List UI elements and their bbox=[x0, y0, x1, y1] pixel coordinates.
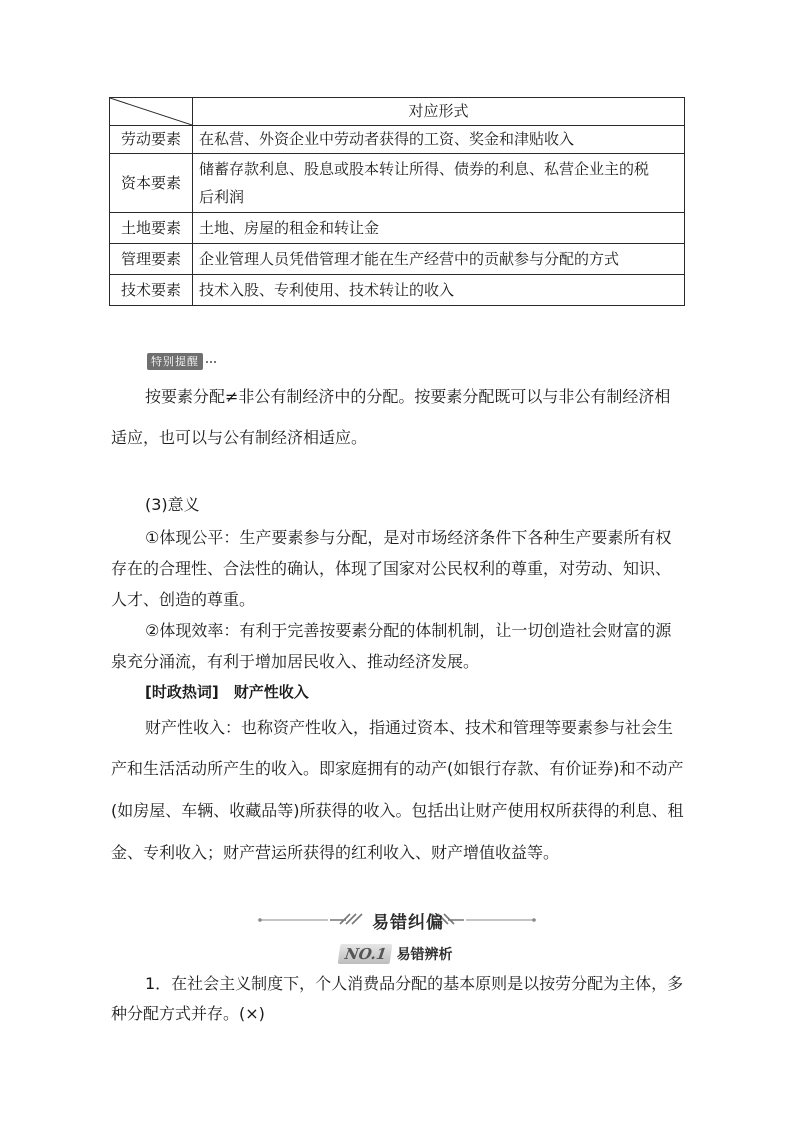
table-row bbox=[110, 213, 685, 244]
form-cell-line: 储蓄存款利息、股息或股本转让所得、债券的利息、私营企业主的税 bbox=[199, 160, 650, 178]
paragraph-line: 产和生活活动所产生的收入。即家庭拥有的动产(如银行存款、有价证券)和不动产 bbox=[111, 759, 684, 778]
paragraph-line: 存在的合理性、合法性的确认，体现了国家对公民权利的尊重，对劳动、知识、 bbox=[111, 559, 672, 578]
hotword-heading: [时政热词] 财产性收入 bbox=[145, 683, 309, 701]
form-cell: 企业管理人员凭借管理才能在生产经营中的贡献参与分配的方式 bbox=[193, 244, 685, 275]
form-cell: 土地、房屋的租金和转让金 bbox=[193, 213, 685, 244]
dotted-tail-icon bbox=[206, 361, 216, 363]
question-line: 种分配方式并存。(×) bbox=[111, 1004, 265, 1023]
paragraph-line: ①体现公平：生产要素参与分配，是对市场经济条件下各种生产要素所有权 bbox=[145, 528, 672, 547]
factor-distribution-table bbox=[109, 97, 685, 306]
number-mark: NO.1 bbox=[338, 944, 392, 964]
diagonal-line-icon bbox=[110, 98, 192, 125]
paragraph-line: (如房屋、车辆、收藏品等)所获得的收入。包括出让财产使用权所获得的利息、租 bbox=[111, 801, 684, 820]
sub-section-heading bbox=[339, 941, 453, 967]
sub-section-title: 易错辨析 bbox=[396, 947, 453, 963]
special-reminder-badge bbox=[147, 353, 216, 370]
form-cell bbox=[193, 154, 685, 213]
tip-text-line: 适应，也可以与公有制经济相适应。 bbox=[111, 428, 368, 447]
table-row bbox=[110, 275, 685, 306]
factor-cell: 土地要素 bbox=[110, 213, 193, 244]
factor-cell: 管理要素 bbox=[110, 244, 193, 275]
form-cell-line: 后利润 bbox=[199, 188, 245, 206]
significance-heading: (3)意义 bbox=[145, 495, 200, 514]
table-header-row bbox=[110, 98, 685, 126]
paragraph-line: ②体现效率：有利于完善按要素分配的体制机制，让一切创造社会财富的源 bbox=[145, 621, 672, 640]
paragraph-line: 金、专利收入；财产营运所获得的红利收入、财产增值收益等。 bbox=[111, 843, 560, 862]
paragraph-line: 财产性收入：也称资产性收入，指通过资本、技术和管理等要素参与社会生 bbox=[145, 718, 674, 737]
tip-text-line: 按要素分配≠非公有制经济中的分配。按要素分配既可以与非公有制经济相 bbox=[145, 387, 671, 406]
table-header-title: 对应形式 bbox=[193, 98, 685, 126]
table-row bbox=[110, 244, 685, 275]
table-row bbox=[110, 154, 685, 213]
form-cell: 技术入股、专利使用、技术转让的收入 bbox=[193, 275, 685, 306]
factor-cell: 劳动要素 bbox=[110, 126, 193, 154]
form-cell: 在私营、外资企业中劳动者获得的工资、奖金和津贴收入 bbox=[193, 126, 685, 154]
table-corner-cell bbox=[110, 98, 193, 126]
question-line: 1．在社会主义制度下，个人消费品分配的基本原则是以按劳分配为主体，多 bbox=[145, 974, 684, 993]
paragraph-line: 人才、创造的尊重。 bbox=[111, 590, 256, 609]
section-heading bbox=[258, 904, 536, 932]
factor-cell: 资本要素 bbox=[110, 154, 193, 213]
section-title: 易错纠偏 bbox=[372, 913, 444, 933]
table-row bbox=[110, 126, 685, 154]
paragraph-line: 泉充分涌流，有利于增加居民收入、推动经济发展。 bbox=[111, 652, 480, 671]
factor-cell: 技术要素 bbox=[110, 275, 193, 306]
badge-label: 特别提醒 bbox=[147, 353, 203, 370]
